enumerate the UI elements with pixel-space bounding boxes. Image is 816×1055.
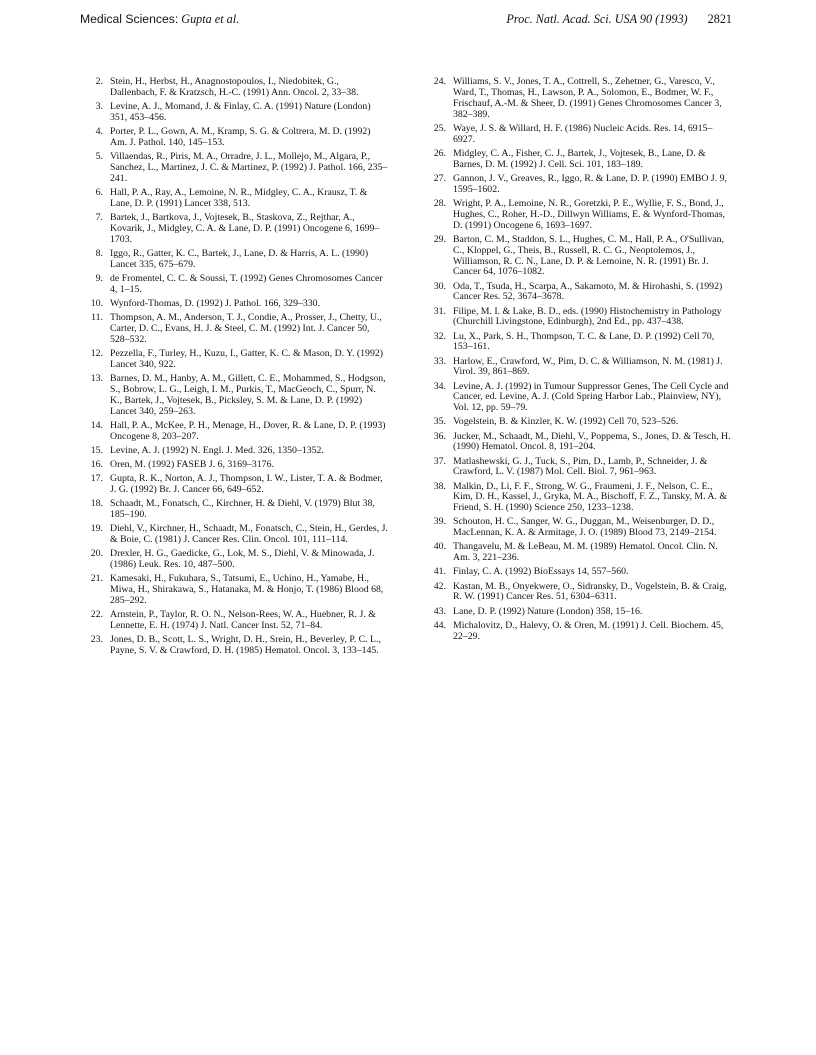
reference-item — [88, 77, 388, 99]
reference-item — [431, 77, 731, 121]
reference-item — [88, 152, 388, 185]
reference-item — [88, 274, 388, 296]
reference-item — [431, 357, 731, 379]
reference-number: 25. — [433, 122, 446, 134]
reference-number: 12. — [90, 347, 103, 359]
reference-text: Kastan, M. B., Onyekwere, O., Sidransky, D., Vogelstein, B. & Craig, R. W. (1991) Cancer Res. 51, 6304–6311. — [453, 580, 727, 603]
reference-text: Arnstein, P., Taylor, R. O. N., Nelson-Rees, W. A., Huebner, R. J. & Lennette, E. H. (1974) J. Natl. Cancer Inst. 52, 71–84. — [110, 608, 376, 631]
reference-number: 33. — [433, 355, 446, 367]
reference-text: de Fromentel, C. C. & Soussi, T. (1992) Genes Chromosomes Cancer 4, 1–15. — [110, 272, 383, 295]
reference-item — [431, 457, 731, 479]
reference-number: 43. — [433, 605, 446, 617]
reference-text: Gupta, R. K., Norton, A. J., Thompson, I. W., Lister, T. A. & Bodmer, J. G. (1992) Br. J. Cancer 66, 649–652. — [110, 472, 383, 495]
reference-text: Wright, P. A., Lemoine, N. R., Goretzki, P. E., Wyllie, F. S., Bond, J., Hughes, C., Roher, H.-D., Dillwyn Williams, E. & Wynford-Thomas, D. (1991) Oncogene 6, 1693–1697. — [453, 197, 726, 231]
reference-item — [88, 374, 388, 418]
reference-text: Oda, T., Tsuda, H., Scarpa, A., Sakamoto, M. & Hirohashi, S. (1992) Cancer Res. 52, 3674–3678. — [453, 280, 723, 303]
reference-text: Villaendas, R., Piris, M. A., Orradre, J. L., Mollejo, M., Algara, P., Sanchez, L., Martinez, J. C. & Martinez, P. (1992) J. Pathol. 166, 235–241. — [110, 151, 388, 184]
reference-text: Harlow, E., Crawford, W., Pim, D. C. & Williamson, N. M. (1981) J. Virol. 39, 861–869. — [453, 355, 723, 378]
reference-number: 32. — [433, 330, 446, 342]
reference-item — [88, 524, 388, 546]
reference-item — [431, 282, 731, 304]
reference-text: Levine, A. J. (1992) N. Engl. J. Med. 326, 1350–1352. — [110, 444, 324, 456]
reference-text: Iggo, R., Gatter, K. C., Bartek, J., Lane, D. & Harris, A. L. (1990) Lancet 335, 675–679. — [110, 247, 369, 270]
reference-number: 2. — [95, 76, 103, 87]
reference-item — [88, 349, 388, 371]
page-number: 2821 — [707, 12, 732, 26]
reference-text: Schaadt, M., Fonatsch, C., Kirchner, H. & Diehl, V. (1979) Blut 38, 185–190. — [110, 497, 375, 520]
reference-item — [88, 299, 388, 310]
reference-text: Jones, D. B., Scott, L. S., Wright, D. H., Srein, H., Beverley, P. C. L., Payne, S. V. & Crawford, D. H. (1985) Hematol. Oncol. 3, 133–145. — [110, 633, 381, 656]
reference-number: 29. — [433, 233, 446, 245]
reference-number: 44. — [433, 619, 446, 631]
reference-item — [431, 542, 731, 564]
reference-item — [431, 567, 731, 578]
reference-item — [88, 549, 388, 571]
reference-number: 9. — [95, 272, 103, 284]
reference-text: Gannon, J. V., Greaves, R., Iggo, R. & Lane, D. P. (1990) EMBO J. 9, 1595–1602. — [453, 172, 727, 195]
reference-item — [88, 610, 388, 632]
reference-number: 38. — [433, 480, 446, 492]
reference-item — [88, 474, 388, 496]
reference-number: 13. — [90, 372, 103, 384]
reference-number: 11. — [91, 311, 103, 323]
reference-number: 27. — [433, 172, 446, 184]
reference-item — [431, 582, 731, 604]
reference-item — [431, 517, 731, 539]
reference-number: 17. — [90, 472, 103, 484]
reference-item — [431, 417, 731, 428]
reference-number: 10. — [90, 297, 103, 309]
reference-text: Hall, P. A., McKee, P. H., Menage, H., Dover, R. & Lane, D. P. (1993) Oncogene 8, 203–207. — [110, 419, 386, 442]
running-head-right — [506, 12, 732, 27]
reference-item — [431, 332, 731, 354]
running-authors: Gupta et al. — [181, 12, 240, 26]
reference-text: Thompson, A. M., Anderson, T. J., Condie, A., Prosser, J., Chetty, U., Carter, D. C., Evans, H. J. & Steel, C. M. (1992) Int. J. Cancer 50, 528–532. — [110, 311, 382, 345]
reference-number: 6. — [95, 186, 103, 198]
reference-text: Waye, J. S. & Willard, H. F. (1986) Nucleic Acids. Res. 14, 6915–6927. — [453, 122, 713, 145]
reference-text: Midgley, C. A., Fisher, C. J., Bartek, J., Vojtesek, B., Lane, D. & Barnes, D. M. (1992) J. Cell. Sci. 101, 183–189. — [453, 147, 706, 170]
reference-number: 5. — [95, 151, 103, 162]
reference-number: 26. — [433, 147, 446, 159]
reference-text: Williams, S. V., Jones, T. A., Cottrell, S., Zehetner, G., Varesco, V., Ward, T., Thomas, H., Lawson, P. A., Solomon, E., Bodmer, W. F., Frischauf, A.-M. & Sheer, D. (1991) Genes Chromosomes Cancer 3, 382–389. — [453, 76, 722, 120]
journal-citation: Proc. Natl. Acad. Sci. USA 90 (1993) — [506, 12, 688, 26]
page-header — [80, 10, 732, 32]
reference-item — [88, 213, 388, 246]
reference-item — [88, 446, 388, 457]
reference-item — [431, 382, 731, 415]
reference-text: Kamesaki, H., Fukuhara, S., Tatsumi, E., Uchino, H., Yamabe, H., Miwa, H., Shirakawa, S., Hatanaka, M. & Honjo, T. (1986) Blood 68, 285–292. — [110, 572, 384, 606]
reference-text: Porter, P. L., Gown, A. M., Kramp, S. G. & Coltrera, M. D. (1992) Am. J. Pathol. 140, 145–153. — [110, 126, 371, 148]
reference-text: Filipe, M. I. & Lake, B. D., eds. (1990) Histochemistry in Pathology (Churchill Livingstone, Edinburgh), 2nd Ed., pp. 437–438. — [453, 305, 722, 328]
reference-item — [88, 249, 388, 271]
reference-item — [88, 313, 388, 346]
reference-number: 28. — [433, 197, 446, 209]
reference-number: 42. — [433, 580, 446, 592]
reference-item — [431, 149, 731, 171]
reference-item — [431, 124, 731, 146]
reference-item — [88, 188, 388, 210]
reference-text: Stein, H., Herbst, H., Anagnostopoulos, I., Niedobitek, G., Dallenbach, F. & Kratzsch, H.-C. (1991) Ann. Oncol. 2, 33–38. — [110, 76, 359, 98]
reference-text: Schouton, H. C., Sanger, W. G., Duggan, M., Weisenburger, D. D., MacLennan, K. A. & Armitage, J. O. (1989) Blood 73, 2149–2154. — [453, 516, 717, 539]
reference-number: 40. — [433, 541, 446, 553]
reference-text: Pezzella, F., Turley, H., Kuzu, I., Gatter, K. C. & Mason, D. Y. (1992) Lancet 340, 922. — [110, 347, 384, 370]
reference-text: Hall, P. A., Ray, A., Lemoine, N. R., Midgley, C. A., Krausz, T. & Lane, D. P. (1991) Lancet 338, 513. — [110, 186, 368, 209]
reference-number: 35. — [433, 416, 446, 428]
reference-text: Levine, A. J. (1992) in Tumour Suppressor Genes, The Cell Cycle and Cancer, ed. Levine, A. J. (Cold Spring Harbor Lab., Plainview, NY), Vol. 12, pp. 59–79. — [453, 380, 729, 414]
reference-number: 15. — [90, 444, 103, 456]
reference-item — [431, 621, 731, 643]
reference-number: 4. — [95, 126, 103, 137]
reference-text: Jucker, M., Schaadt, M., Diehl, V., Poppema, S., Jones, D. & Tesch, H. (1990) Hematol. Oncol. 8, 191–204. — [453, 430, 731, 453]
reference-text: Diehl, V., Kirchner, H., Schaadt, M., Fonatsch, C., Stein, H., Gerdes, J. & Boie, C. (1981) J. Cancer Res. Clin. Oncol. 101, 111–114. — [110, 522, 388, 545]
reference-text: Drexler, H. G., Gaedicke, G., Lok, M. S., Diehl, V. & Minowada, J. (1986) Leuk. Res. 10, 487–500. — [110, 547, 375, 570]
reference-item — [88, 127, 388, 149]
reference-item — [88, 574, 388, 607]
reference-item — [431, 482, 731, 515]
reference-text: Finlay, C. A. (1992) BioEssays 14, 557–560. — [453, 566, 629, 578]
reference-text: Wynford-Thomas, D. (1992) J. Pathol. 166, 329–330. — [110, 297, 321, 309]
reference-number: 14. — [90, 419, 103, 431]
reference-text: Barton, C. M., Staddon, S. L., Hughes, C. M., Hall, P. A., O'Sullivan, C., Kloppel, G., Theis, B., Russell, R. C. G., Neoptolemos, J., Williamson, R. C. N., Lane, D. P. & Lemoine, N. R. (1991) Br. J. Cancer 64, 1076–1082. — [453, 233, 724, 278]
reference-number: 36. — [433, 430, 446, 442]
reference-text: Bartek, J., Bartkova, J., Vojtesek, B., Staskova, Z., Rejthar, A., Kovarik, J., Midgley, C. A. & Lane, D. P. (1991) Oncogene 6, 1699–1703. — [110, 211, 380, 245]
reference-text: Lane, D. P. (1992) Nature (London) 358, 15–16. — [453, 605, 643, 617]
reference-number: 22. — [90, 608, 103, 620]
reference-number: 41. — [433, 566, 446, 578]
running-head-left — [80, 12, 239, 27]
reference-number: 8. — [95, 247, 103, 259]
reference-number: 21. — [90, 572, 103, 584]
reference-item — [431, 607, 731, 618]
reference-number: 37. — [433, 455, 446, 467]
reference-text: Malkin, D., Li, F. F., Strong, W. G., Fraumeni, J. F., Nelson, C. E., Kim, D. H., Kassel, J., Gryka, M. A., Bischoff, F. Z., Tansky, M. A. & Friend, S. H. (1990) Science 250, 1233–1238. — [453, 480, 728, 514]
reference-number: 30. — [433, 280, 446, 292]
reference-item — [431, 199, 731, 232]
references-column-right — [431, 77, 731, 646]
reference-number: 7. — [95, 211, 103, 223]
reference-text: Levine, A. J., Momand, J. & Finlay, C. A. (1991) Nature (London) 351, 453–456. — [110, 101, 371, 123]
reference-item — [88, 421, 388, 443]
reference-number: 20. — [90, 547, 103, 559]
reference-number: 3. — [95, 101, 103, 112]
reference-number: 16. — [90, 458, 103, 470]
reference-number: 31. — [433, 305, 446, 317]
reference-number: 24. — [433, 76, 446, 87]
reference-text: Vogelstein, B. & Kinzler, K. W. (1992) Cell 70, 523–526. — [453, 416, 679, 428]
section-title: Medical Sciences: — [80, 12, 179, 26]
reference-item — [431, 432, 731, 454]
references-column-left — [88, 77, 388, 660]
reference-number: 19. — [90, 522, 103, 534]
reference-number: 23. — [90, 633, 103, 645]
reference-item — [88, 635, 388, 657]
reference-text: Barnes, D. M., Hanby, A. M., Gillett, C. E., Mohammed, S., Hodgson, S., Bobrow, L. G., Leigh, I. M., Purkis, T., MacGeoch, C., Spurr, N. K., Bartek, J., Vojtesek, B., Picksley, S. M. & Lane, D. P. (1992) Lancet 340, 259–263. — [110, 372, 386, 417]
reference-text: Matlashewski, G. J., Tuck, S., Pim, D., Lamb, P., Schneider, J. & Crawford, L. V. (1987) Mol. Cell. Biol. 7, 961–963. — [453, 455, 708, 478]
reference-number: 34. — [433, 380, 446, 392]
reference-item — [431, 174, 731, 196]
reference-item — [88, 460, 388, 471]
reference-item — [88, 499, 388, 521]
reference-item — [431, 307, 731, 329]
reference-text: Michalovitz, D., Halevy, O. & Oren, M. (1991) J. Cell. Biochem. 45, 22–29. — [453, 619, 724, 642]
reference-text: Lu, X., Park, S. H., Thompson, T. C. & Lane, D. P. (1992) Cell 70, 153–161. — [453, 330, 715, 353]
reference-number: 18. — [90, 497, 103, 509]
reference-item — [88, 102, 388, 124]
reference-text: Thangavelu, M. & LeBeau, M. M. (1989) Hematol. Oncol. Clin. N. Am. 3, 221–236. — [453, 541, 718, 564]
reference-number: 39. — [433, 516, 446, 528]
reference-text: Oren, M. (1992) FASEB J. 6, 3169–3176. — [110, 458, 274, 470]
reference-item — [431, 235, 731, 279]
